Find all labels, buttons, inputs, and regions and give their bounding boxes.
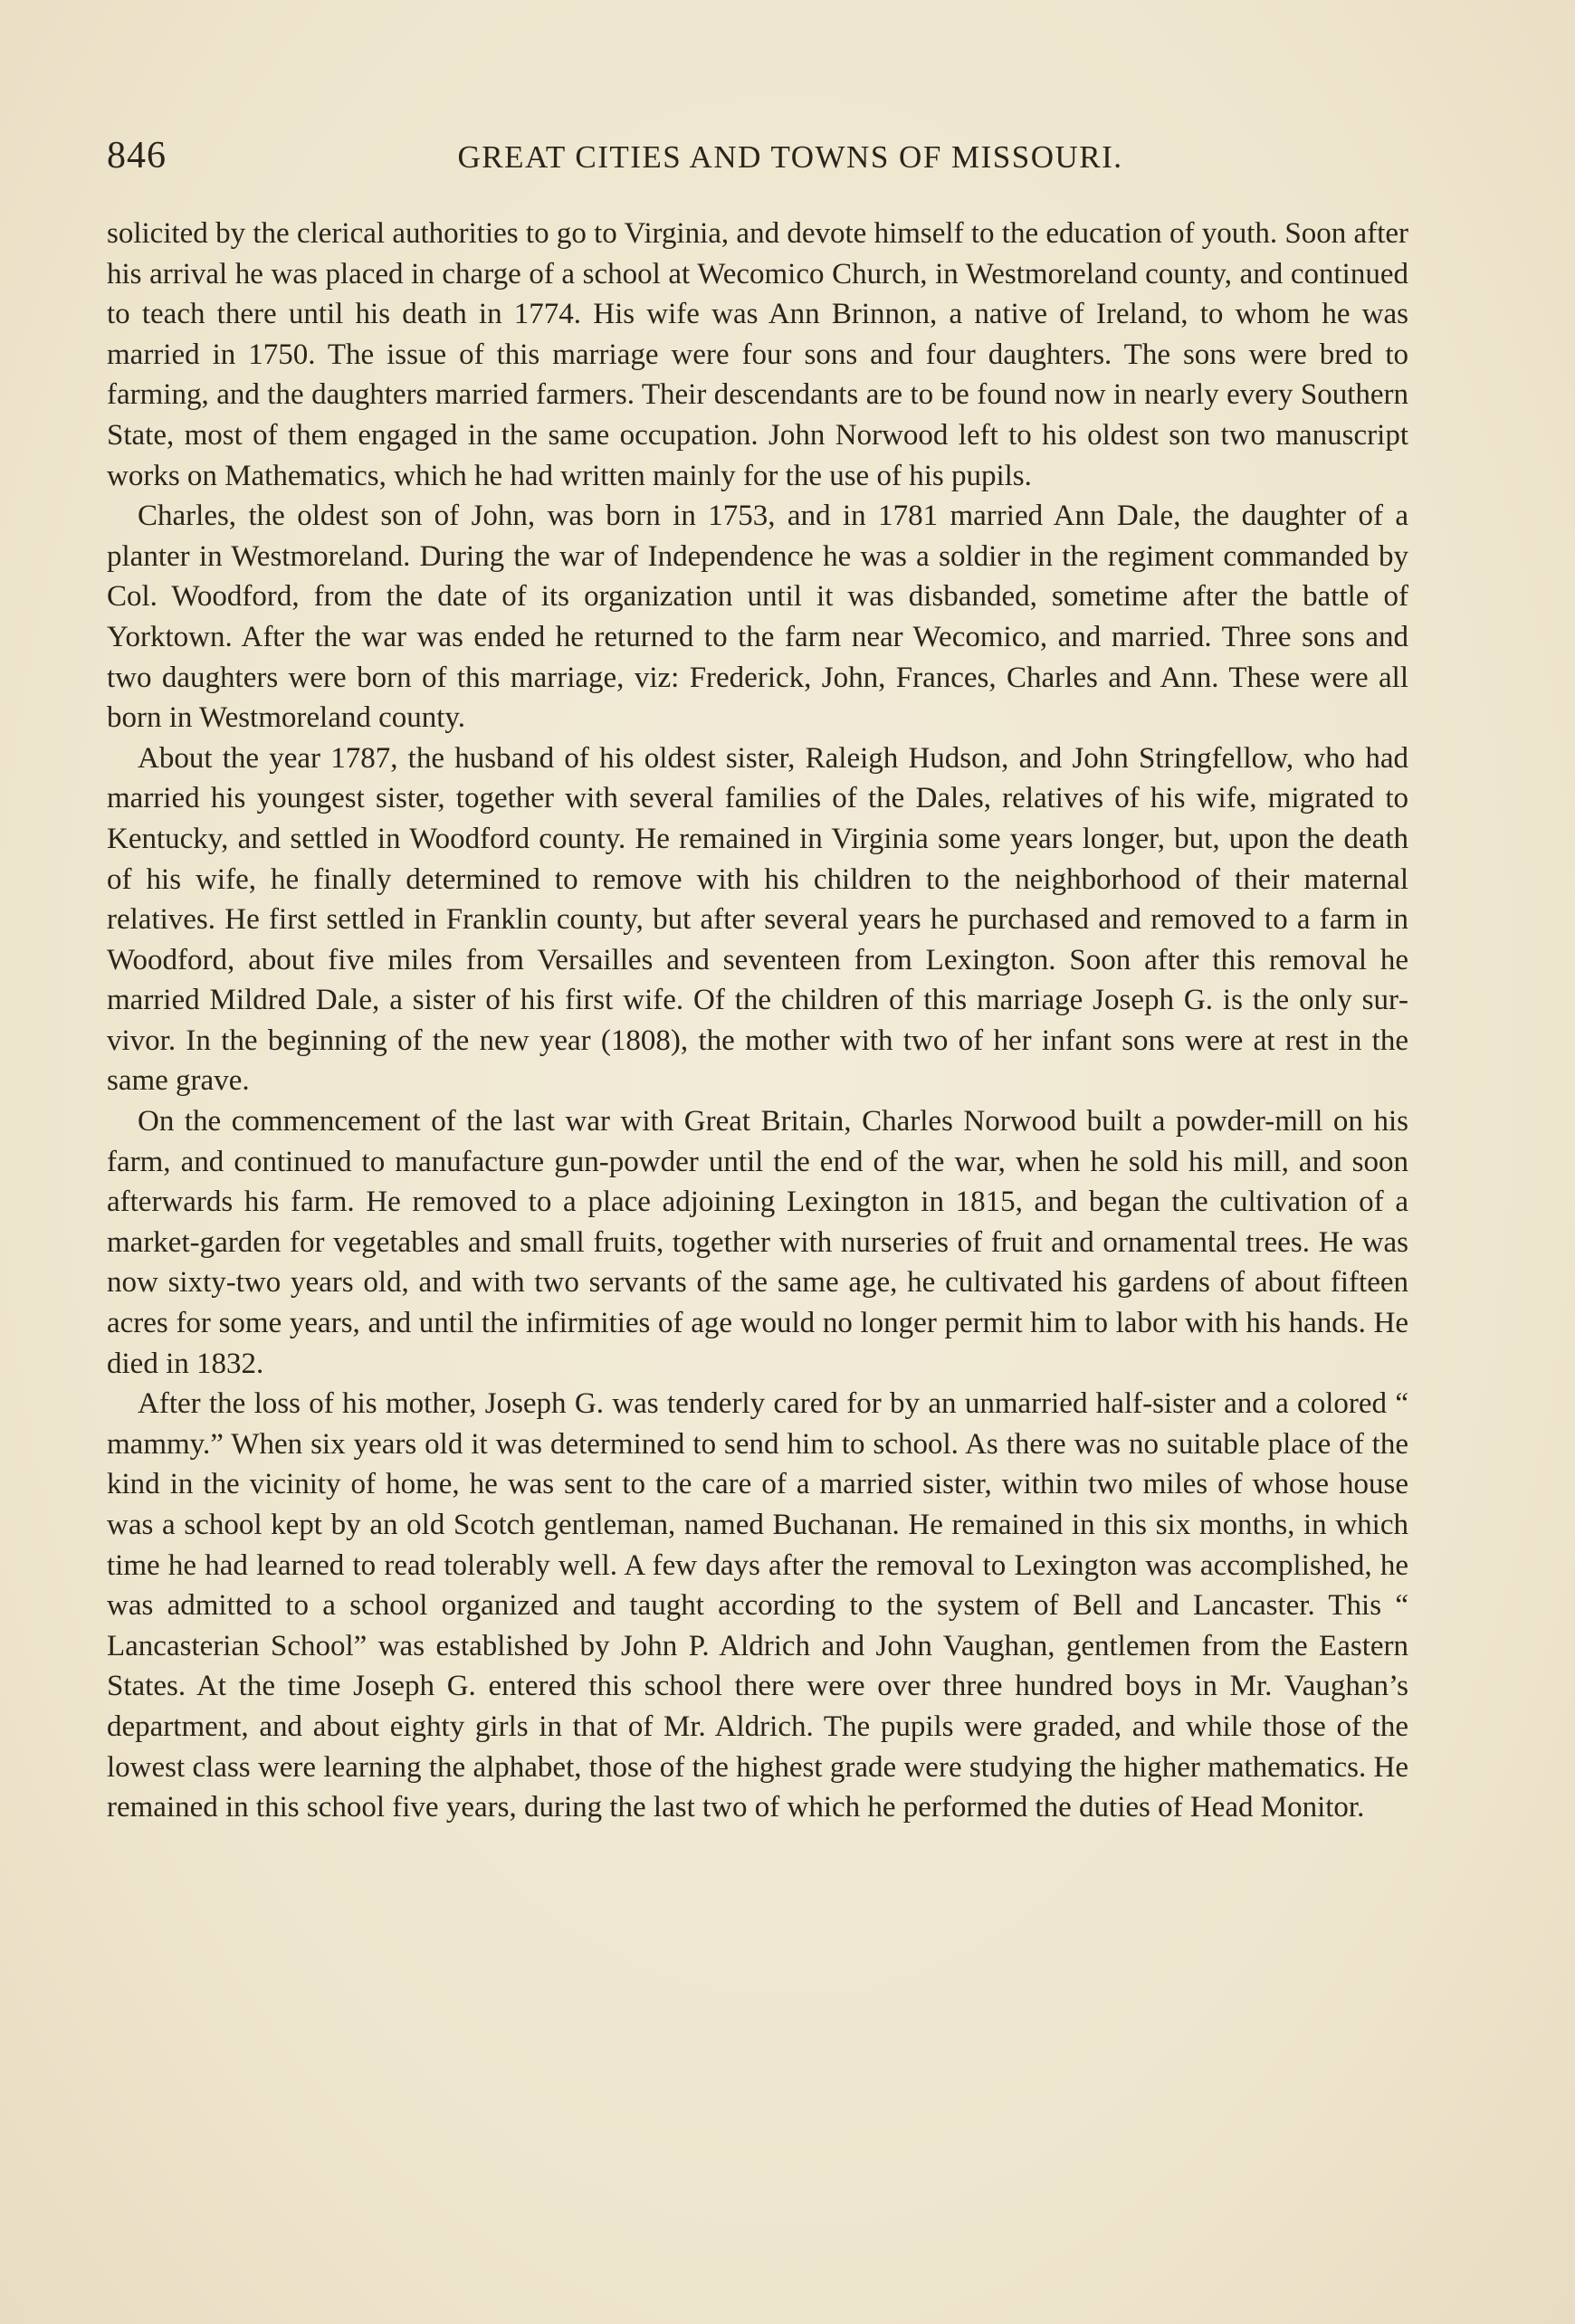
paragraph-charles: Charles, the oldest son of John, was born in 1753, and in 1781 married Ann Dale, the daughter of a planter in Westmoreland. During the war of Independence he was a soldier in the regiment commanded by Col. Woodford, from the date of its organization until it was disbanded, sometime after the battle of Yorktown. After the war was ended he returned to the farm near Wecomico, and married. Three sons and two daughters were born of this marriage, viz: Frederick, John, Frances, Charles and Ann. These were all born in Westmoreland county. xyxy=(107,500,1408,735)
paragraph-schooling: After the loss of his mother, Joseph G. was tenderly cared for by an unmarried half-sister and a colored “ mammy.” When six years old it was determined to send him to school. As there was no suitable place of the kind in the vicinity of home, he was sent to the care of a married sister, within two miles of whose house was a school kept by an old Scotch gentleman, named Buchanan. He remained in this six months, in which time he had learned to read tolerably well. A few days after the removal to Lexington was accomplished, he was admitted to a school organized and taught according to the system of Bell and Lancaster. This “ Lancasterian School” was established by John P. Aldrich and John Vaughan, gentlemen from the Eastern States. At the time Joseph G. entered this school there were over three hundred boys in Mr. Vaughan’s department, and about eighty girls in that of Mr. Aldrich. The pupils were graded, and while those of the lowest class were learning the alphabet, those of the highest grade were studying the higher mathematics. He remained in this school five years, during the last two of which he performed the duties of Head Monitor. xyxy=(107,1387,1408,1824)
running-title: GREAT CITIES AND TOWNS OF MISSOURI. xyxy=(457,139,1123,175)
page-number: 846 xyxy=(107,135,167,176)
paragraph-powder-mill: On the commencement of the last war with Great Britain, Charles Norwood built a powder-mill on his farm, and continued to manufacture gun-powder until the end of the war, when he sold his mill, and soon afterwards his farm. He removed to a place adjoining Lexington in 1815, and began the cultivation of a market-garden for vegetables and small fruits, together with nurseries of fruit and ornamental trees. He was now sixty-two years old, and with two servants of the same age, he cultivated his gardens of about fifteen acres for some years, and until the infirmities of age would no longer permit him to labor with his hands. He died in 1832. xyxy=(107,1105,1408,1380)
body-text xyxy=(107,214,1408,1828)
running-head xyxy=(107,134,1410,188)
paragraph-continued: solicited by the clerical authorities to go to Virginia, and devote himself to the education of youth. Soon after his arrival he was placed in charge of a school at Wecomico Church, in Westmoreland county, and continued to teach there until his death in 1774. His wife was Ann Brinnon, a native of Ireland, to whom he was married in 1750. The issue of this marriage were four sons and four daughters. The sons were bred to farming, and the daughters married farmers. Their descendants are to be found now in nearly every Southern State, most of them engaged in the same occupation. John Norwood left to his oldest son two manuscript works on Mathematics, which he had written mainly for the use of his pupils. xyxy=(107,217,1408,492)
paragraph-migration: About the year 1787, the husband of his oldest sister, Raleigh Hudson, and John Stringfellow, who had married his youngest sister, together with several families of the Dales, relatives of his wife, migrated to Kentucky, and settled in Woodford county. He remained in Virginia some years longer, but, upon the death of his wife, he finally determined to remove with his children to the neighborhood of their maternal relatives. He first settled in Franklin county, but after several years he purchased and removed to a farm in Woodford, about five miles from Versailles and seventeen from Lexington. Soon after this removal he married Mildred Dale, a sister of his first wife. Of the children of this marriage Joseph G. is the only survivor. In the beginning of the new year (1808), the mother with two of her infant sons were at rest in the same grave. xyxy=(107,741,1408,1098)
